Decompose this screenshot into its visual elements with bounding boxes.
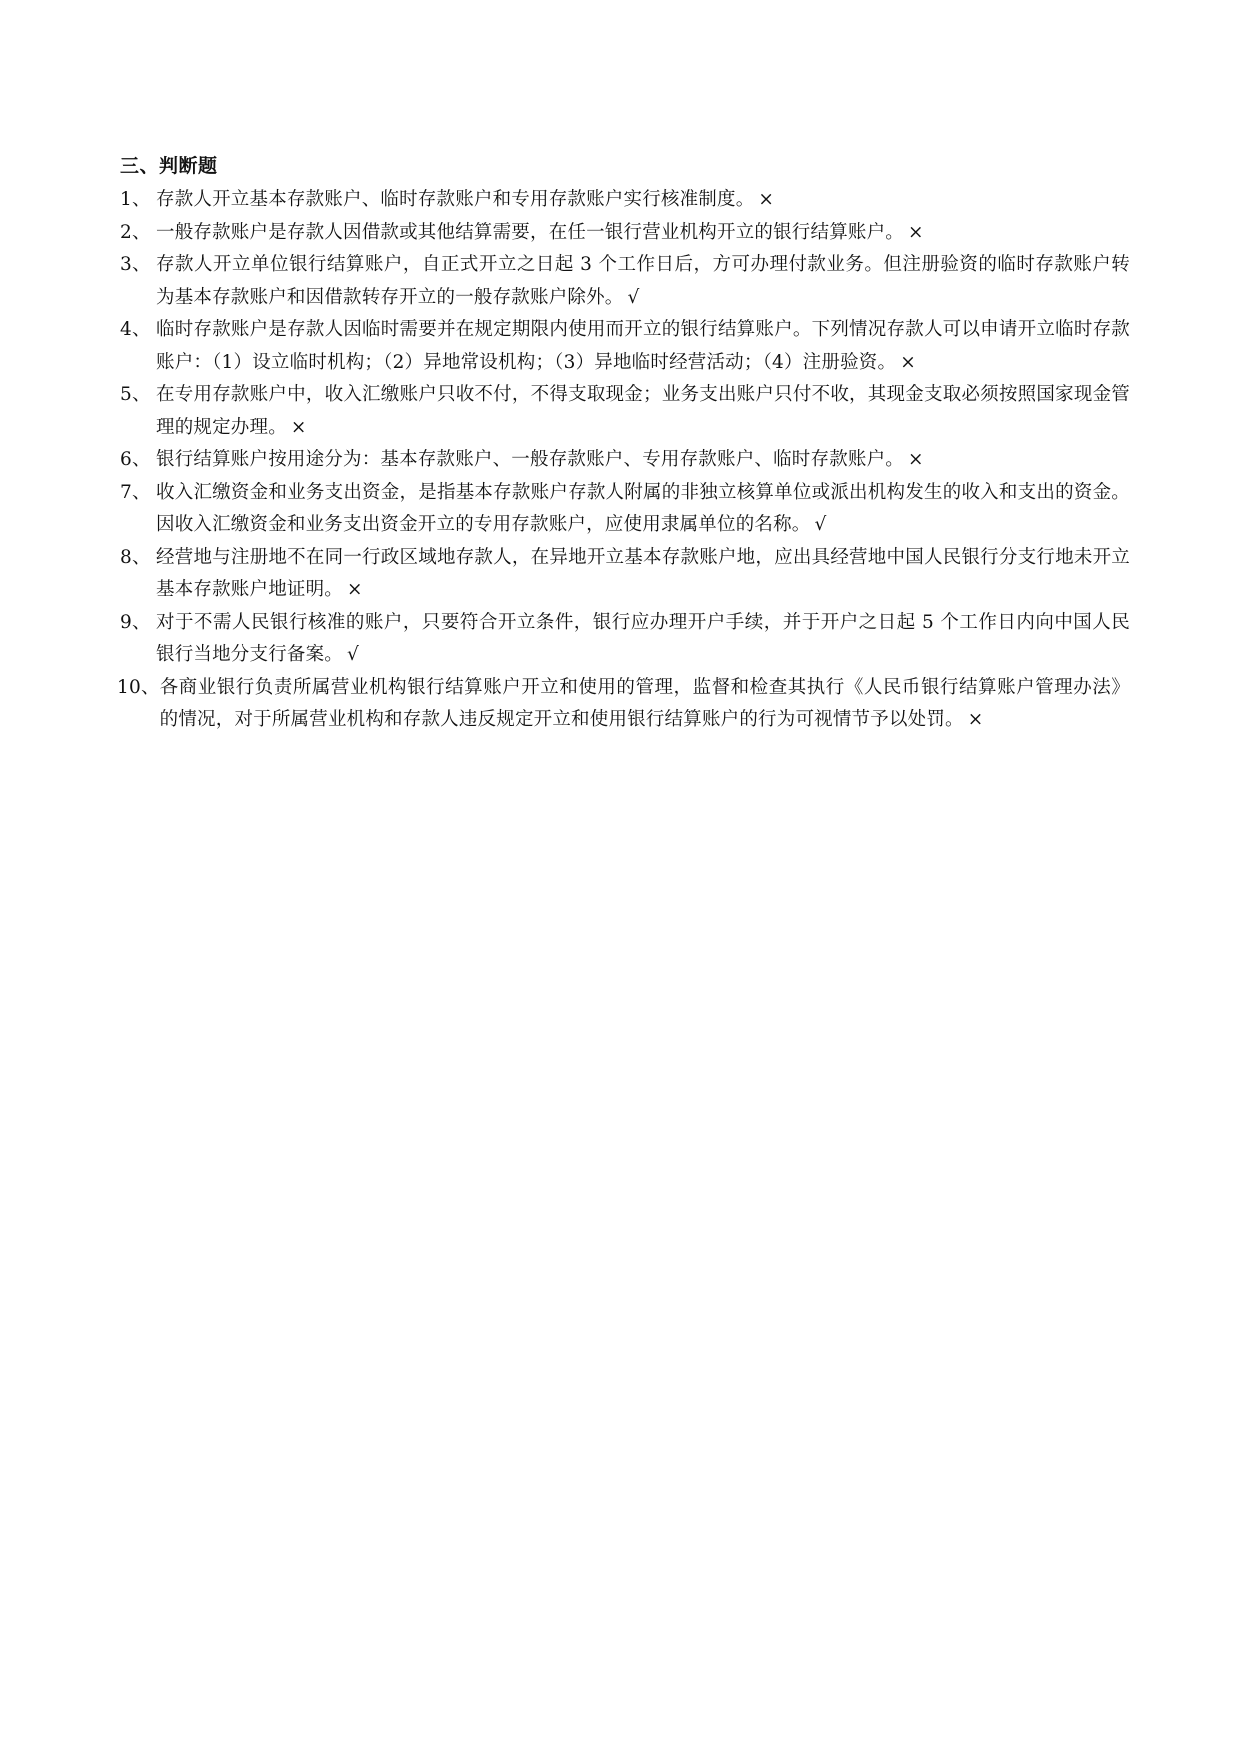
item-text: 一般存款账户是存款人因借款或其他结算需要，在任一银行营业机构开立的银行结算账户。 [156, 221, 905, 243]
item-number: 2、 [120, 221, 151, 243]
list-item [120, 542, 1130, 607]
answer-mark: × [347, 579, 363, 600]
item-text: 在专用存款账户中，收入汇缴账户只收不付，不得支取现金；业务支出账户只付不收，其现金支取必须按照国家现金管理的规定办理。 [156, 384, 1130, 438]
item-text: 临时存款账户是存款人因临时需要并在规定期限内使用而开立的银行结算账户。下列情况存款人可以申请开立临时存款账户：（1）设立临时机构；（2）异地常设机构；（3）异地临时经营活动；（4）注册验资。 [156, 319, 1130, 373]
document-page [117, 152, 1130, 737]
list-item [117, 672, 1130, 737]
item-text-block [156, 607, 1130, 672]
item-text: 经营地与注册地不在同一行政区域地存款人，在异地开立基本存款账户地，应出具经营地中国人民银行分支行地未开立基本存款账户地证明。 [156, 546, 1130, 600]
item-text-block [156, 314, 1130, 379]
answer-mark: × [290, 416, 307, 438]
item-text-block [156, 444, 1130, 477]
list-item [120, 217, 1130, 250]
item-number: 1、 [120, 189, 151, 210]
list-item [120, 477, 1130, 542]
answer-mark: × [908, 221, 924, 243]
answer-mark: × [908, 449, 924, 470]
answer-mark: × [758, 189, 775, 210]
item-text: 存款人开立基本存款账户、临时存款账户和专用存款账户实行核准制度。 [156, 189, 755, 210]
item-text: 对于不需人民银行核准的账户，只要符合开立条件，银行应办理开户手续，并于开户之日起 5 个工作日内向中国人民银行当地分支行备案。 [156, 611, 1130, 665]
item-text-block [156, 379, 1130, 444]
item-number: 9、 [120, 611, 151, 633]
item-text: 各商业银行负责所属营业机构银行结算账户开立和使用的管理，监督和检查其执行《人民币银行结算账户管理办法》的情况，对于所属营业机构和存款人违反规定开立和使用银行结算账户的行为可视情节予以处罚。 [159, 676, 1130, 730]
list-item [120, 184, 1130, 217]
section-title: 三、判断题 [120, 155, 218, 177]
list-item [120, 607, 1130, 672]
list-item [120, 379, 1130, 444]
item-text-block [156, 249, 1130, 314]
item-text: 银行结算账户按用途分为：基本存款账户、一般存款账户、专用存款账户、临时存款账户。 [156, 449, 905, 470]
answer-mark: √ [627, 286, 640, 308]
item-number: 7、 [120, 481, 151, 503]
answer-mark: √ [814, 514, 827, 535]
list-item [120, 314, 1130, 379]
answer-mark: × [900, 351, 916, 373]
item-text-block [156, 542, 1130, 607]
list-item [120, 249, 1130, 314]
item-text: 收入汇缴资金和业务支出资金，是指基本存款账户存款人附属的非独立核算单位或派出机构发生的收入和支出的资金。因收入汇缴资金和业务支出资金开立的专用存款账户，应使用隶属单位的名称。 [156, 481, 1130, 535]
item-number: 4、 [120, 319, 151, 340]
item-text-block [156, 217, 1130, 250]
list-item [120, 444, 1130, 477]
item-number: 6、 [120, 449, 151, 470]
item-text-block [160, 672, 1130, 737]
answer-mark: √ [347, 644, 360, 665]
item-text: 存款人开立单位银行结算账户，自正式开立之日起 3 个工作日后，方可办理付款业务。但注册验资的临时存款账户转为基本存款账户和因借款转存开立的一般存款账户除外。 [156, 254, 1130, 308]
answer-mark: × [967, 709, 984, 730]
item-number: 3、 [120, 254, 151, 275]
item-text-block [156, 477, 1130, 542]
item-text-block [156, 184, 1130, 217]
item-number: 8、 [120, 546, 151, 568]
item-number: 5、 [120, 384, 151, 405]
item-number: 10、 [117, 676, 160, 698]
